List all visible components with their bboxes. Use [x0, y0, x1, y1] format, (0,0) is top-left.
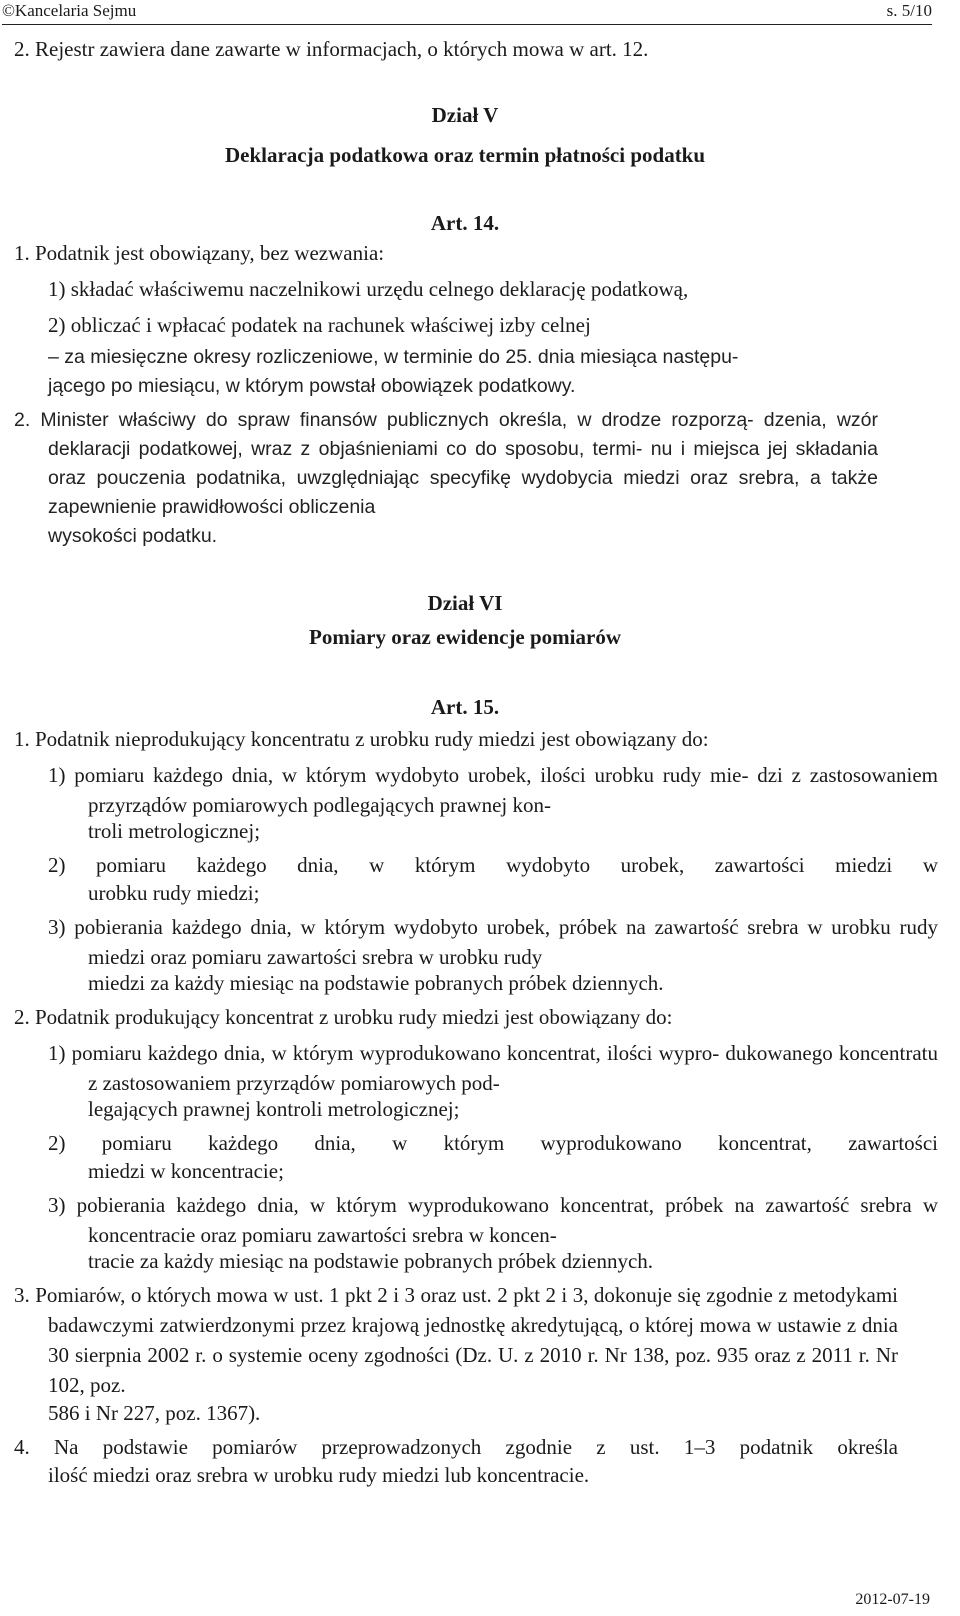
page-header [2, 0, 932, 25]
art14-ust1: 1. Podatnik jest obowiązany, bez wezwania: [14, 241, 385, 265]
dzial6-title: Dział VI [427, 591, 503, 615]
art15-ust1-pkt1-last: troli metrologicznej; [88, 819, 261, 843]
art15-ust1-pkt3-body: 3) pobierania każdego dnia, w którym wydobyto urobek, próbek na zawartość srebra w urobku rudy miedzi oraz pomiaru zawartości srebra w urobku rudy [48, 915, 938, 969]
art14-ust1-tail-line2: jącego po miesiącu, w którym powstał obowiązek podatkowy. [48, 375, 576, 397]
art15-ust4-last: ilość miedzi oraz srebra w urobku rudy miedzi lub koncentracie. [48, 1463, 590, 1487]
art15-ust1: 1. Podatnik nieprodukujący koncentratu z urobku rudy miedzi jest obowiązany do: [14, 727, 709, 751]
footer-date: 2012-07-19 [855, 1591, 930, 1608]
art15-ust4-body: 4. Na podstawie pomiarów przeprowadzonych zgodnie z ust. 1–3 podatnik określa [14, 1435, 898, 1459]
art15-ust2-pkt1-last: legających prawnej kontroli metrologicznej; [88, 1097, 460, 1121]
art15-ust3-last: 586 i Nr 227, poz. 1367). [48, 1401, 261, 1425]
art14-ust1-pkt2: 2) obliczać i wpłacać podatek na rachunek właściwej izby celnej [48, 313, 591, 337]
art15-ust2-pkt3-body: 3) pobierania każdego dnia, w którym wyprodukowano koncentrat, próbek na zawartość srebra w koncentracie oraz pomiaru zawartości srebra w koncen- [48, 1193, 938, 1247]
dzial5-title: Dział V [431, 103, 499, 127]
art13-ust2: 2. Rejestr zawiera dane zawarte w informacjach, o których mowa w art. 12. [14, 37, 649, 61]
art15-ust1-pkt3-last: miedzi za każdy miesiąc na podstawie pobranych próbek dziennych. [88, 971, 664, 995]
art14-ust1-tail-line1: – za miesięczne okresy rozliczeniowe, w terminie do 25. dnia miesiąca następu- [48, 346, 739, 368]
art14-title: Art. 14. [430, 211, 500, 235]
art15-ust1-pkt2-body: 2) pomiaru każdego dnia, w którym wydobyto urobek, zawartości miedzi w [48, 853, 938, 877]
art15-ust1-pkt2-last: urobku rudy miedzi; [88, 881, 260, 905]
art15-ust1-pkt1-body: 1) pomiaru każdego dnia, w którym wydobyto urobek, ilości urobku rudy mie- dzi z zastosowaniem przyrządów pomiarowych podlegających prawnej kon- [48, 763, 938, 817]
art14-ust2-last: wysokości podatku. [48, 525, 218, 547]
art14-ust1-pkt1: 1) składać właściwemu naczelnikowi urzędu celnego deklarację podatkową, [48, 277, 689, 301]
dzial6-subtitle: Pomiary oraz ewidencje pomiarów [309, 625, 621, 649]
art15-ust2-pkt2-body: 2) pomiaru każdego dnia, w którym wyprodukowano koncentrat, zawartości [48, 1131, 938, 1155]
art15-ust2-pkt3-last: tracie za każdy miesiąc na podstawie pobranych próbek dziennych. [88, 1249, 654, 1273]
art15-title: Art. 15. [430, 695, 500, 719]
header-copyright: ©Kancelaria Sejmu [2, 1, 137, 20]
art15-ust3-body: 3. Pomiarów, o których mowa w ust. 1 pkt 2 i 3 oraz ust. 2 pkt 2 i 3, dokonuje się zgodnie z metodykami badawczymi zatwierdzonymi przez krajową jednostkę akredytującą, o której mowa w ustawie z dnia 30 sierpnia 2002 r. o systemie oceny zgodności (Dz. U. z 2010 r. Nr 138, poz. 935 oraz z 2011 r. Nr 102, poz. [14, 1283, 898, 1397]
art14-ust2-body: 2. Minister właściwy do spraw finansów publicznych określa, w drodze rozporzą- dzenia, wzór deklaracji podatkowej, wraz z objaśnieniami co do sposobu, termi- nu i miejsca jej składania oraz pouczenia podatnika, uwzględniając specyfikę wydobycia miedzi oraz srebra, a także zapewnienie prawidłowości obliczenia [14, 409, 878, 518]
art15-ust2: 2. Podatnik produkujący koncentrat z urobku rudy miedzi jest obowiązany do: [14, 1005, 673, 1029]
art15-ust2-pkt1-body: 1) pomiaru każdego dnia, w którym wyprodukowano koncentrat, ilości wypro- dukowanego koncentratu z zastosowaniem przyrządów pomiarowych pod- [48, 1041, 938, 1095]
dzial5-subtitle: Deklaracja podatkowa oraz termin płatności podatku [224, 143, 706, 167]
header-page-number: s. 5/10 [886, 1, 932, 20]
art15-ust2-pkt2-last: miedzi w koncentracie; [88, 1159, 284, 1183]
